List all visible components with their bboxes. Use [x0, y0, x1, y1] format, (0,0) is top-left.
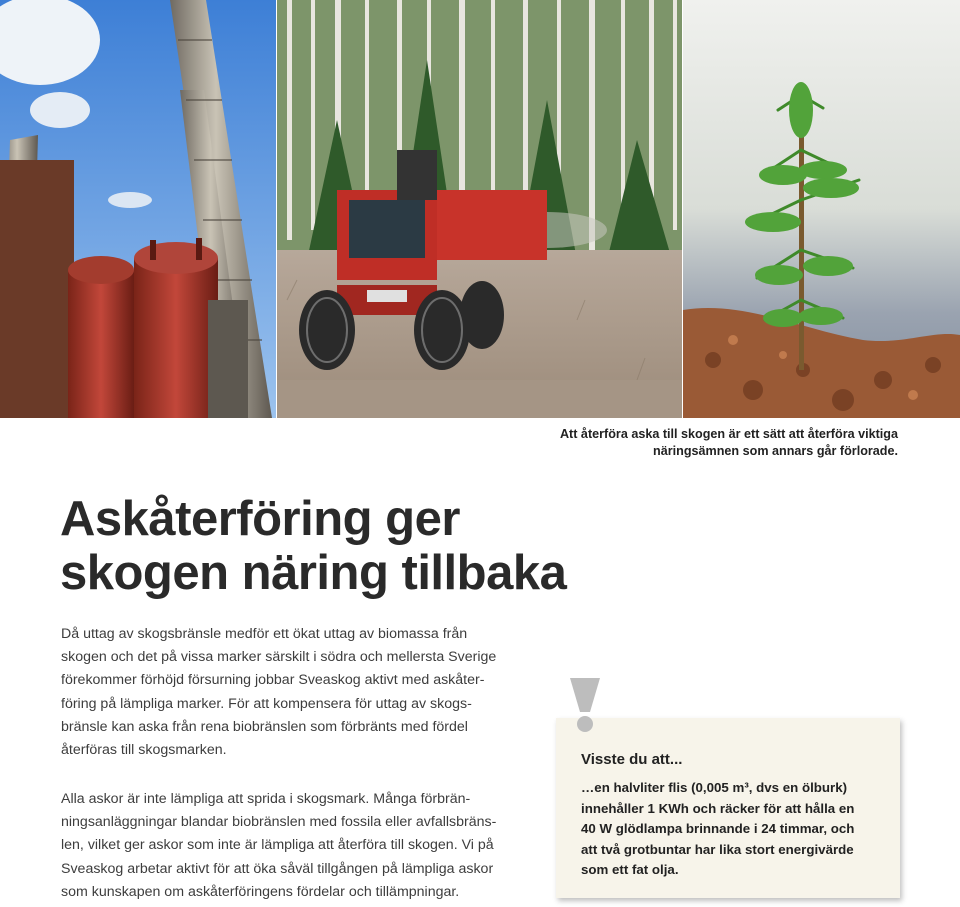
text-line: Då uttag av skogsbränsle medför ett ökat uttag av biomassa från: [61, 626, 468, 642]
text-line: skogen och det på vissa marker särskilt i södra och mellersta Sverige: [61, 649, 497, 666]
text-line: ningsanläggningar blandar biobränslen med fossila eller avfallsbräns-: [61, 814, 497, 831]
photo-strip: [0, 0, 960, 418]
text-line: len, vilket ger askor som inte är lämpliga att återföra till skogen. Vi på: [61, 837, 494, 854]
forest-tractor-photo: [277, 0, 682, 418]
title-line: skogen näring tillbaka: [60, 546, 567, 600]
text-line: Sveaskog arbetar aktivt för att öka såväl tillgången på lämpliga askor: [61, 860, 494, 877]
fact-line: att två grotbuntar har lika stort energivärde: [581, 841, 854, 857]
fact-line: som ett fat olja.: [581, 862, 679, 877]
industrial-chimneys-photo: [0, 0, 276, 418]
text-line: som kunskapen om askåterföringens fördelar och tillämpningar.: [61, 883, 460, 900]
caption-line: näringsämnen som annars går förlorade.: [653, 444, 898, 458]
fact-box: [556, 718, 900, 898]
spruce-seedling-photo: [683, 0, 960, 418]
text-line: Alla askor är inte lämpliga att sprida i skogsmark. Många förbrän-: [61, 791, 471, 807]
text-line: återföras till skogsmarken.: [61, 742, 227, 759]
title-line: Askåterföring ger: [60, 492, 460, 546]
text-line: föring på lämpliga marker. För att kompensera för uttag av skogs-: [61, 695, 472, 712]
photo-caption: [478, 426, 898, 460]
body-paragraph-1: [61, 623, 526, 762]
caption-line: Att återföra aska till skogen är ett sätt att återföra viktiga: [559, 427, 898, 441]
fact-box-text: [581, 778, 854, 881]
body-paragraph-2: [61, 788, 526, 904]
text-line: bränsle kan aska från rena biobränslen som förbränts med fördel: [61, 718, 468, 735]
fact-line: innehåller 1 KWh och räcker för att hålla en: [581, 800, 855, 816]
fact-box-title: Visste du att...: [581, 751, 683, 768]
fact-line: 40 W glödlampa brinnande i 24 timmar, och: [581, 821, 855, 836]
fact-line: …en halvliter flis (0,005 m³, dvs en ölburk): [581, 780, 848, 795]
exclamation-icon: [568, 676, 602, 736]
page-title: [60, 492, 566, 600]
text-line: förekommer förhöjd försurning jobbar Sveaskog aktivt med askåter-: [61, 672, 485, 689]
